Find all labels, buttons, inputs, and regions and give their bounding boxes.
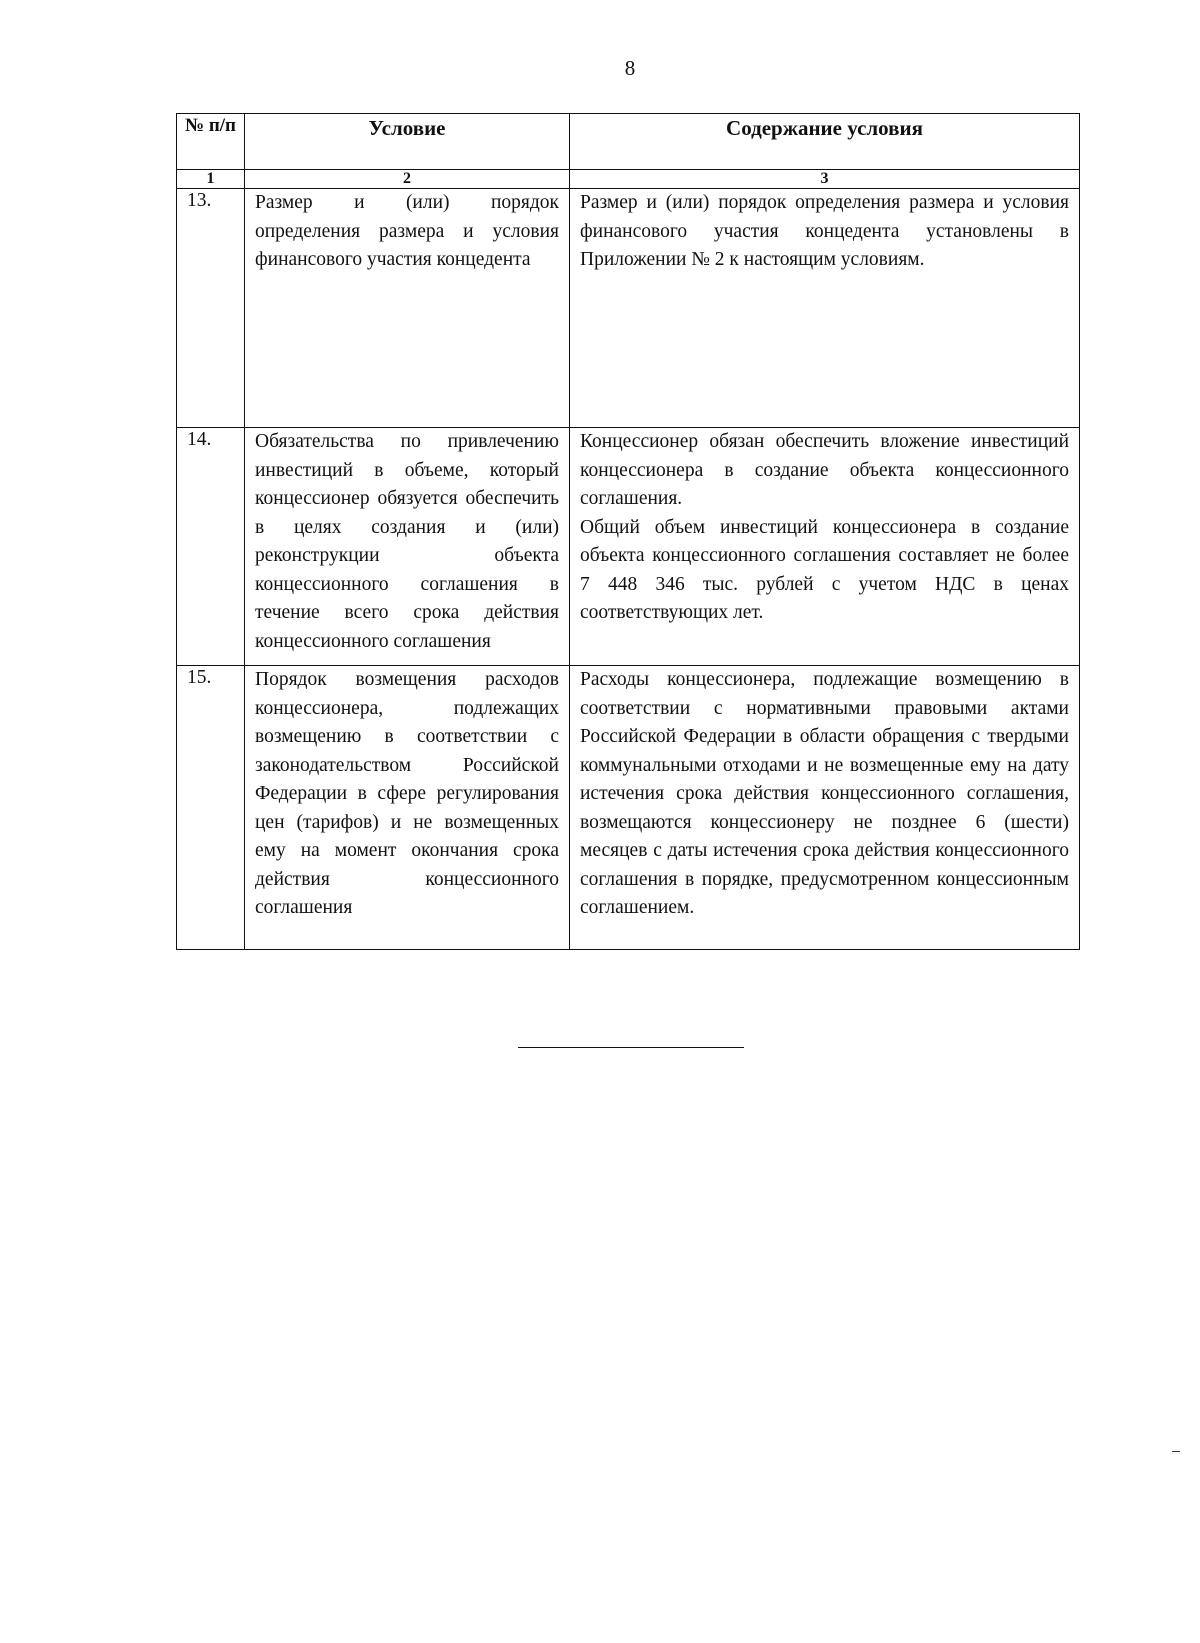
table-row [177,428,1080,666]
row-content-paragraph: Концессионер обязан обеспечить вложение инвестиций концессионера в создание объекта концессионного соглашения. [580,431,1069,509]
row-content [570,428,1080,666]
row-content-paragraph: Общий объем инвестиций концессионера в создание объекта концессионного соглашения составляет не более 7 448 346 тыс. рублей с учетом НДС в ценах соответствующих лет. [580,516,1069,623]
end-divider [518,1047,744,1048]
column-number: 2 [245,170,570,189]
row-condition: Размер и (или) порядок определения размера и условия финансового участия концедента [245,189,570,428]
table-row [177,666,1080,950]
header-condition: Условие [245,114,570,170]
row-number: 15. [177,666,245,950]
page-number: 8 [624,56,636,80]
header-num: № п/п [177,114,245,170]
row-content: Размер и (или) порядок определения размера и условия финансового участия концедента установлены в Приложении № 2 к настоящим условиям. [570,189,1080,428]
row-number: 14. [177,428,245,666]
header-row [177,114,1080,170]
column-number: 1 [177,170,245,189]
table-row [177,189,1080,428]
header-content: Содержание условия [570,114,1080,170]
row-number: 13. [177,189,245,428]
row-content: Расходы концессионера, подлежащие возмещению в соответствии с нормативными правовыми актами Российской Федерации в области обращения с твердыми коммунальными отходами и не возмещенные ему на дату истечения срока действия концессионного соглашения, возмещаются концессионеру не позднее 6 (шести) месяцев с даты истечения срока действия концессионного соглашения в порядке, предусмотренном концессионным соглашением. [570,666,1080,950]
column-number: 3 [570,170,1080,189]
row-condition: Порядок возмещения расходов концессионера, подлежащих возмещению в соответствии с законодательством Российской Федерации в сфере регулирования цен (тарифов) и не возмещенных ему на момент окончания срока действия концессионного соглашения [245,666,570,950]
column-number-row [177,170,1080,189]
scan-mark [1172,1451,1180,1452]
conditions-table [176,113,1080,950]
row-condition: Обязательства по привлечению инвестиций в объеме, который концессионер обязуется обеспечить в целях создания и (или) реконструкции объекта концессионного соглашения в течение всего срока действия концессионного соглашения [245,428,570,666]
